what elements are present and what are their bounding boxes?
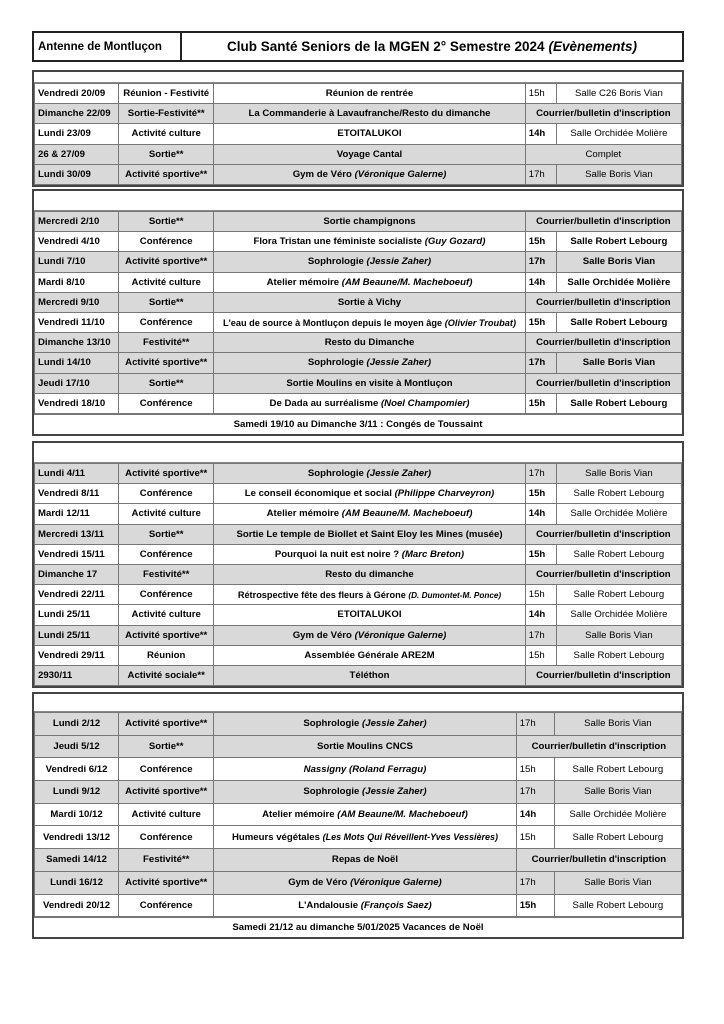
event-title: Atelier mémoire xyxy=(266,508,340,520)
place-cell: Salle Boris Vian xyxy=(556,353,681,373)
place-cell: Salle Orchidée Molière xyxy=(556,272,681,292)
october-footer: Samedi 19/10 au Dimanche 3/11 : Congés de Toussaint xyxy=(34,414,682,434)
event-cell xyxy=(214,665,525,685)
date-cell: Vendredi 15/11 xyxy=(35,544,119,564)
date-cell: Lundi 7/10 xyxy=(35,252,119,272)
date-cell: Samedi 14/12 xyxy=(35,849,119,872)
date-cell: Lundi 25/11 xyxy=(35,605,119,625)
table-row xyxy=(35,504,682,524)
time-cell: 15h xyxy=(516,826,554,849)
place-cell: Courrier/bulletin d'inscription xyxy=(525,665,681,685)
type-cell: Conférence xyxy=(119,544,214,564)
event-title: De Dada au surréalisme xyxy=(269,397,379,409)
event-title: Sortie à Vichy xyxy=(337,296,402,308)
event-cell xyxy=(214,871,516,894)
time-cell: 15h xyxy=(525,585,556,605)
date-cell: Mercredi 2/10 xyxy=(35,212,119,232)
table-row xyxy=(35,665,682,685)
event-title: Gym de Véro xyxy=(292,168,352,180)
table-row xyxy=(35,524,682,544)
event-author: (Guy Gozard) xyxy=(424,236,486,248)
table-row xyxy=(35,212,682,232)
table-row xyxy=(35,124,682,144)
event-title: Resto du Dimanche xyxy=(324,337,415,349)
event-author: (AM Beaune/M. Macheboeuf) xyxy=(341,276,473,288)
event-cell xyxy=(214,464,525,484)
table-row xyxy=(35,232,682,252)
date-cell: Mercredi 9/10 xyxy=(35,292,119,312)
date-cell: Vendredi 13/12 xyxy=(35,826,119,849)
place-cell: Salle Robert Lebourg xyxy=(556,232,681,252)
type-cell: Activité sportive** xyxy=(119,164,214,184)
date-cell: Vendredi 29/11 xyxy=(35,645,119,665)
event-author: (Jessie Zaher) xyxy=(366,256,432,268)
event-cell xyxy=(214,585,525,605)
table-row xyxy=(35,544,682,564)
type-cell: Activité sportive** xyxy=(119,871,214,894)
event-cell xyxy=(214,232,525,252)
table-row xyxy=(35,252,682,272)
event-title: ETOITALUKOI xyxy=(337,609,402,621)
event-cell xyxy=(214,312,525,332)
date-cell: Vendredi 4/10 xyxy=(35,232,119,252)
table-row xyxy=(35,758,682,781)
event-cell xyxy=(214,144,525,164)
event-cell xyxy=(214,605,525,625)
event-title: Atelier mémoire xyxy=(262,809,335,821)
type-cell: Conférence xyxy=(119,393,214,413)
time-cell: 17h xyxy=(516,871,554,894)
place-cell: Salle Orchidée Molière xyxy=(556,605,681,625)
event-cell xyxy=(214,373,525,393)
type-cell: Sortie** xyxy=(119,524,214,544)
place-cell: Salle Boris Vian xyxy=(556,464,681,484)
table-row xyxy=(35,625,682,645)
time-cell: 15h xyxy=(516,894,554,917)
time-cell: 14h xyxy=(525,605,556,625)
date-cell: Jeudi 17/10 xyxy=(35,373,119,393)
table-row xyxy=(35,104,682,124)
event-cell xyxy=(214,894,516,917)
time-cell: 15h xyxy=(525,312,556,332)
event-title: ETOITALUKOI xyxy=(337,128,402,140)
event-author: (Jessie Zaher) xyxy=(362,718,427,730)
event-cell xyxy=(214,333,525,353)
event-title: Atelier mémoire xyxy=(266,276,340,288)
type-cell: Conférence xyxy=(119,826,214,849)
event-title: Nassigny xyxy=(303,763,347,775)
october-block xyxy=(32,189,684,436)
block-spacer xyxy=(34,694,682,712)
place-cell: Salle Boris Vian xyxy=(556,164,681,184)
place-cell: Salle Robert Lebourg xyxy=(554,758,681,781)
event-author: (Marc Breton) xyxy=(401,548,465,560)
table-row xyxy=(35,164,682,184)
type-cell: Activité sportive** xyxy=(119,353,214,373)
event-title: Pourquoi la nuit est noire ? xyxy=(274,548,400,560)
place-cell: Salle Robert Lebourg xyxy=(556,585,681,605)
event-cell xyxy=(214,393,525,413)
type-cell: Sortie** xyxy=(119,373,214,393)
event-author: (Véronique Galerne) xyxy=(350,877,442,889)
time-cell: 17h xyxy=(525,625,556,645)
november-block xyxy=(32,441,684,688)
event-author: (Jessie Zaher) xyxy=(362,786,427,798)
place-cell: Courrier/bulletin d'inscription xyxy=(525,212,681,232)
block-spacer xyxy=(34,443,682,463)
event-cell xyxy=(214,781,516,804)
event-cell xyxy=(214,849,516,872)
event-author: (Philippe Charveyron) xyxy=(394,488,495,500)
date-cell: Jeudi 5/12 xyxy=(35,735,119,758)
event-cell xyxy=(214,826,516,849)
type-cell: Activité culture xyxy=(119,272,214,292)
event-cell xyxy=(214,104,525,124)
table-row xyxy=(35,564,682,584)
event-title: Assemblée Générale ARE2M xyxy=(304,649,435,661)
place-cell: Salle Robert Lebourg xyxy=(556,544,681,564)
december-footer: Samedi 21/12 au dimanche 5/01/2025 Vacances de Noël xyxy=(34,917,682,937)
event-cell xyxy=(214,713,516,736)
date-cell: Lundi 14/10 xyxy=(35,353,119,373)
table-row xyxy=(35,312,682,332)
time-cell: 14h xyxy=(516,803,554,826)
date-cell: Lundi 25/11 xyxy=(35,625,119,645)
type-cell: Activité sportive** xyxy=(119,464,214,484)
event-title: Sophrologie xyxy=(303,786,360,798)
table-row xyxy=(35,393,682,413)
date-cell: Lundi 16/12 xyxy=(35,871,119,894)
type-cell: Activité sportive** xyxy=(119,252,214,272)
place-cell: Courrier/bulletin d'inscription xyxy=(525,524,681,544)
event-title: Sophrologie xyxy=(307,256,364,268)
event-title: Sophrologie xyxy=(307,357,364,369)
event-title: Sophrologie xyxy=(303,718,360,730)
place-cell: Salle Robert Lebourg xyxy=(556,645,681,665)
place-cell: Salle Robert Lebourg xyxy=(556,484,681,504)
event-cell xyxy=(214,292,525,312)
type-cell: Sortie** xyxy=(119,144,214,164)
place-cell: Salle Robert Lebourg xyxy=(556,393,681,413)
type-cell: Sortie** xyxy=(119,292,214,312)
november-table xyxy=(34,463,682,686)
block-spacer xyxy=(34,72,682,83)
date-cell: Lundi 23/09 xyxy=(35,124,119,144)
october-table xyxy=(34,211,682,414)
event-cell xyxy=(214,212,525,232)
event-author: (Véronique Galerne) xyxy=(354,168,447,180)
type-cell: Sortie** xyxy=(119,212,214,232)
type-cell: Activité sociale** xyxy=(119,665,214,685)
event-author: (Roland Ferragu) xyxy=(349,763,427,775)
place-cell: Complet xyxy=(525,144,681,164)
date-cell: Vendredi 22/11 xyxy=(35,585,119,605)
event-cell xyxy=(214,735,516,758)
table-row xyxy=(35,333,682,353)
type-cell: Festivité** xyxy=(119,333,214,353)
event-title: Sortie champignons xyxy=(323,216,416,228)
event-cell xyxy=(214,504,525,524)
event-title: Voyage Cantal xyxy=(336,148,403,160)
place-cell: Salle Boris Vian xyxy=(554,871,681,894)
type-cell: Activité sportive** xyxy=(119,713,214,736)
antenne-label: Antenne de Montluçon xyxy=(34,33,182,60)
event-cell xyxy=(214,803,516,826)
event-author: (Les Mots Qui Réveillent-Yves Vessières) xyxy=(322,831,499,842)
date-cell: Vendredi 20/12 xyxy=(35,894,119,917)
title-text: Club Santé Seniors de la MGEN 2° Semestre 2024 xyxy=(226,39,545,54)
table-row xyxy=(35,735,682,758)
event-title: Le conseil économique et social xyxy=(244,488,392,500)
date-cell: Lundi 9/12 xyxy=(35,781,119,804)
place-cell: Salle Boris Vian xyxy=(556,625,681,645)
event-author: (Olivier Troubat) xyxy=(444,317,517,328)
event-title: La Commanderie à Lavaufranche/Resto du dimanche xyxy=(248,108,491,120)
event-title: Réunion de rentrée xyxy=(325,88,414,100)
place-cell: Courrier/bulletin d'inscription xyxy=(525,373,681,393)
table-row xyxy=(35,645,682,665)
table-row xyxy=(35,849,682,872)
event-title: Humeurs végétales xyxy=(231,831,320,843)
place-cell: Salle Boris Vian xyxy=(556,252,681,272)
type-cell: Réunion - Festivité xyxy=(119,84,214,104)
table-row xyxy=(35,781,682,804)
date-cell: Lundi 2/12 xyxy=(35,713,119,736)
date-cell: Dimanche 22/09 xyxy=(35,104,119,124)
type-cell: Conférence xyxy=(119,585,214,605)
event-title: L'eau de source à Montluçon depuis le moyen âge xyxy=(222,317,443,328)
table-row xyxy=(35,272,682,292)
time-cell: 15h xyxy=(525,84,556,104)
september-block xyxy=(32,70,684,187)
event-title: Repas de Noël xyxy=(331,854,399,866)
event-cell xyxy=(214,252,525,272)
table-row xyxy=(35,373,682,393)
place-cell: Salle Orchidée Molière xyxy=(554,803,681,826)
time-cell: 17h xyxy=(525,464,556,484)
event-cell xyxy=(214,544,525,564)
december-table xyxy=(34,712,682,917)
event-title: Téléthon xyxy=(349,669,390,681)
document-title xyxy=(182,33,682,60)
event-cell xyxy=(214,758,516,781)
event-title: L'Andalousie xyxy=(298,899,359,911)
date-cell: Mardi 12/11 xyxy=(35,504,119,524)
block-spacer xyxy=(34,191,682,211)
event-title: Sortie Moulins CNCS xyxy=(317,741,413,753)
event-cell xyxy=(214,164,525,184)
table-row xyxy=(35,803,682,826)
date-cell: Mardi 10/12 xyxy=(35,803,119,826)
place-cell: Courrier/bulletin d'inscription xyxy=(516,735,681,758)
place-cell: Salle Orchidée Molière xyxy=(556,124,681,144)
time-cell: 14h xyxy=(525,124,556,144)
table-row xyxy=(35,464,682,484)
date-cell: Mardi 8/10 xyxy=(35,272,119,292)
place-cell: Salle Robert Lebourg xyxy=(554,894,681,917)
event-cell xyxy=(214,353,525,373)
table-row xyxy=(35,871,682,894)
place-cell: Courrier/bulletin d'inscription xyxy=(516,849,681,872)
table-row xyxy=(35,826,682,849)
time-cell: 15h xyxy=(525,232,556,252)
event-title: Gym de Véro xyxy=(288,877,348,889)
table-row xyxy=(35,585,682,605)
type-cell: Activité sportive** xyxy=(119,625,214,645)
date-cell: Vendredi 8/11 xyxy=(35,484,119,504)
place-cell: Courrier/bulletin d'inscription xyxy=(525,564,681,584)
date-cell: Vendredi 18/10 xyxy=(35,393,119,413)
place-cell: Salle Boris Vian xyxy=(554,781,681,804)
event-cell xyxy=(214,84,525,104)
type-cell: Activité sportive** xyxy=(119,781,214,804)
event-title: Resto du dimanche xyxy=(325,569,414,581)
event-author: (D. Dumontet-M. Ponce) xyxy=(408,590,502,600)
event-title: Sophrologie xyxy=(307,468,364,480)
table-row xyxy=(35,894,682,917)
event-author: (Jessie Zaher) xyxy=(366,357,432,369)
type-cell: Activité culture xyxy=(119,605,214,625)
time-cell: 15h xyxy=(525,484,556,504)
time-cell: 17h xyxy=(516,781,554,804)
table-row xyxy=(35,713,682,736)
type-cell: Conférence xyxy=(119,758,214,781)
time-cell: 14h xyxy=(525,272,556,292)
type-cell: Conférence xyxy=(119,484,214,504)
time-cell: 15h xyxy=(525,393,556,413)
event-cell xyxy=(214,272,525,292)
place-cell: Courrier/bulletin d'inscription xyxy=(525,104,681,124)
table-row xyxy=(35,605,682,625)
type-cell: Activité culture xyxy=(119,504,214,524)
place-cell: Salle Orchidée Molière xyxy=(556,504,681,524)
type-cell: Sortie-Festivité** xyxy=(119,104,214,124)
time-cell: 17h xyxy=(525,252,556,272)
september-table xyxy=(34,83,682,185)
event-title: Sortie Moulins en visite à Montluçon xyxy=(286,377,453,389)
date-cell: Lundi 4/11 xyxy=(35,464,119,484)
date-cell: Lundi 30/09 xyxy=(35,164,119,184)
type-cell: Activité culture xyxy=(119,124,214,144)
time-cell: 17h xyxy=(525,164,556,184)
time-cell: 15h xyxy=(525,645,556,665)
event-author: (Noel Champomier) xyxy=(380,397,470,409)
date-cell: 2930/11 xyxy=(35,665,119,685)
place-cell: Salle Boris Vian xyxy=(554,713,681,736)
event-author: (AM Beaune/M. Macheboeuf) xyxy=(341,508,473,520)
event-cell xyxy=(214,564,525,584)
date-cell: Dimanche 13/10 xyxy=(35,333,119,353)
table-row xyxy=(35,144,682,164)
place-cell: Courrier/bulletin d'inscription xyxy=(525,292,681,312)
place-cell: Courrier/bulletin d'inscription xyxy=(525,333,681,353)
table-row xyxy=(35,84,682,104)
title-italic: (Evènements) xyxy=(548,39,638,54)
time-cell: 15h xyxy=(525,544,556,564)
event-author: (François Saez) xyxy=(360,899,432,911)
event-cell xyxy=(214,484,525,504)
type-cell: Sortie** xyxy=(119,735,214,758)
event-title: Flora Tristan une féministe socialiste xyxy=(253,236,423,248)
document-header xyxy=(32,31,684,62)
event-title: Rétrospective fête des fleurs à Gérone xyxy=(237,589,406,600)
event-author: (Véronique Galerne) xyxy=(354,629,447,641)
table-row xyxy=(35,484,682,504)
event-cell xyxy=(214,524,525,544)
place-cell: Salle Robert Lebourg xyxy=(554,826,681,849)
type-cell: Conférence xyxy=(119,312,214,332)
type-cell: Festivité** xyxy=(119,564,214,584)
time-cell: 14h xyxy=(525,504,556,524)
event-title: Sortie Le temple de Biollet et Saint Eloy les Mines (musée) xyxy=(236,528,503,540)
date-cell: 26 & 27/09 xyxy=(35,144,119,164)
date-cell: Mercredi 13/11 xyxy=(35,524,119,544)
place-cell: Salle C26 Boris Vian xyxy=(556,84,681,104)
time-cell: 17h xyxy=(516,713,554,736)
type-cell: Festivité** xyxy=(119,849,214,872)
date-cell: Vendredi 11/10 xyxy=(35,312,119,332)
date-cell: Vendredi 20/09 xyxy=(35,84,119,104)
event-title: Gym de Véro xyxy=(292,629,352,641)
december-block xyxy=(32,692,684,939)
event-author: (Jessie Zaher) xyxy=(366,468,432,480)
date-cell: Dimanche 17 xyxy=(35,564,119,584)
table-row xyxy=(35,292,682,312)
table-row xyxy=(35,353,682,373)
type-cell: Conférence xyxy=(119,894,214,917)
event-cell xyxy=(214,645,525,665)
event-cell xyxy=(214,124,525,144)
type-cell: Réunion xyxy=(119,645,214,665)
event-cell xyxy=(214,625,525,645)
place-cell: Salle Robert Lebourg xyxy=(556,312,681,332)
type-cell: Conférence xyxy=(119,232,214,252)
date-cell: Vendredi 6/12 xyxy=(35,758,119,781)
time-cell: 15h xyxy=(516,758,554,781)
time-cell: 17h xyxy=(525,353,556,373)
type-cell: Activité culture xyxy=(119,803,214,826)
event-author: (AM Beaune/M. Macheboeuf) xyxy=(337,809,468,821)
